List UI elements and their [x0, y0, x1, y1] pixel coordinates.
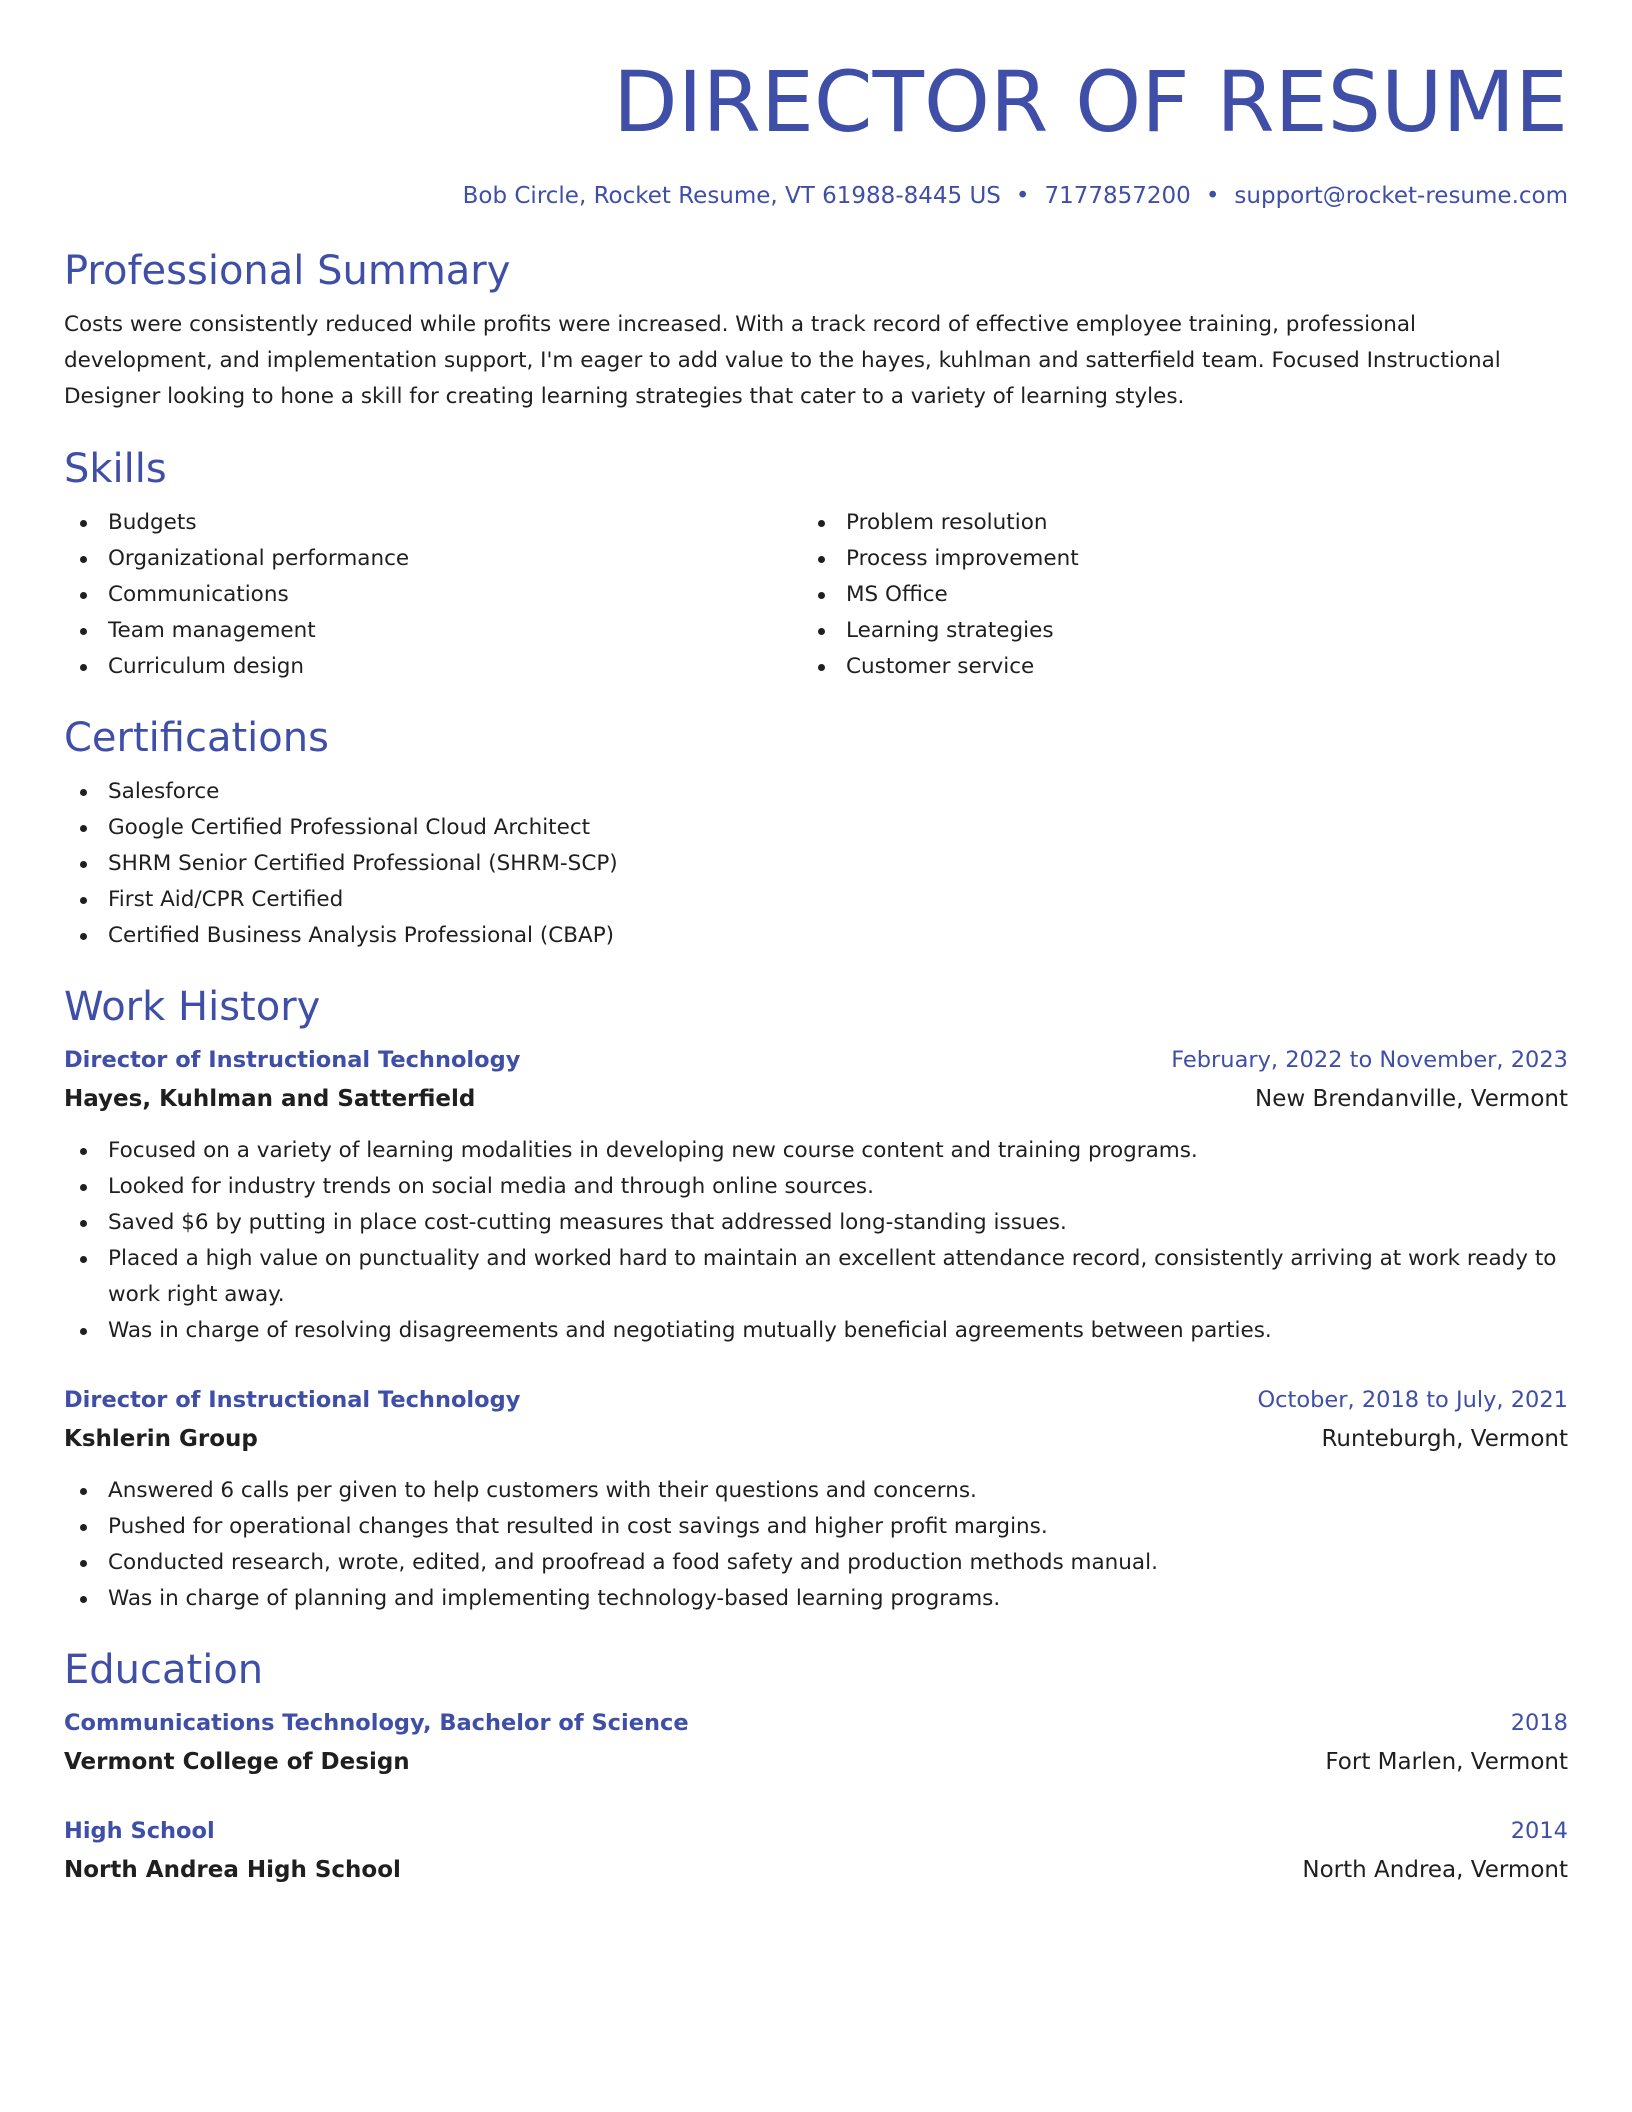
education-location: North Andrea, Vermont	[1302, 1857, 1568, 1883]
job-bullet: Saved $6 by putting in place cost-cutting measures that addressed long-standing issues.	[64, 1205, 1568, 1241]
skill-item: Problem resolution	[802, 505, 1540, 541]
skill-item: MS Office	[802, 577, 1540, 613]
resume-name: DIRECTOR OF RESUME	[613, 53, 1568, 151]
education-header	[64, 1812, 1568, 1850]
job-entry	[64, 1381, 1568, 1617]
job-title: Director of Instructional Technology	[64, 1387, 521, 1413]
education-entry	[64, 1704, 1568, 1782]
education-location: Fort Marlen, Vermont	[1325, 1749, 1568, 1775]
contact-phone: 7177857200	[1044, 183, 1191, 209]
section-title-skills: Skills	[64, 446, 167, 492]
skill-item: Learning strategies	[802, 613, 1540, 649]
education-degree: Communications Technology, Bachelor of Science	[64, 1710, 689, 1736]
job-bullet: Conducted research, wrote, edited, and proofread a food safety and production methods manual.	[64, 1545, 1568, 1581]
job-bullets	[64, 1473, 1568, 1617]
job-bullet: Placed a high value on punctuality and worked hard to maintain an excellent attendance record, consistently arriving at work ready to work right away.	[64, 1241, 1568, 1313]
skill-item: Curriculum design	[64, 649, 802, 685]
job-header	[64, 1381, 1568, 1419]
job-subheader	[64, 1079, 1568, 1119]
contact-separator: •	[1205, 183, 1220, 209]
job-dates: October, 2018 to July, 2021	[1257, 1387, 1568, 1413]
contact-address: Bob Circle, Rocket Resume, VT 61988-8445 US	[462, 183, 1001, 209]
job-bullet: Looked for industry trends on social media and through online sources.	[64, 1169, 1568, 1205]
certifications-list	[64, 774, 1568, 954]
section-title-certifications: Certifications	[64, 715, 329, 761]
job-bullet: Pushed for operational changes that resulted in cost savings and higher profit margins.	[64, 1509, 1568, 1545]
skill-item: Process improvement	[802, 541, 1540, 577]
education-header	[64, 1704, 1568, 1742]
job-dates: February, 2022 to November, 2023	[1171, 1047, 1568, 1073]
job-subheader	[64, 1419, 1568, 1459]
education-school: North Andrea High School	[64, 1857, 401, 1883]
section-title-education: Education	[64, 1647, 264, 1693]
skills-column-right	[802, 505, 1540, 685]
education-degree: High School	[64, 1818, 215, 1844]
job-bullet: Focused on a variety of learning modalities in developing new course content and training programs.	[64, 1133, 1568, 1169]
certification-item: Google Certified Professional Cloud Architect	[64, 810, 1568, 846]
skills-list-left	[64, 505, 802, 685]
job-company: Hayes, Kuhlman and Satterfield	[64, 1086, 476, 1112]
contact-separator: •	[1015, 183, 1030, 209]
job-entry	[64, 1041, 1568, 1349]
education-entry	[64, 1812, 1568, 1890]
certification-item: Certified Business Analysis Professional (CBAP)	[64, 918, 1568, 954]
skills-grid	[64, 505, 1568, 685]
summary-text: Costs were consistently reduced while profits were increased. With a track record of effective employee training, professional development, and implementation support, I'm eager to add value to the hayes, kuhlman and satterfield team. Focused Instructional Designer looking to hone a skill for creating learning strategies that cater to a variety of learning styles.	[64, 312, 1501, 409]
skills-list-right	[802, 505, 1540, 685]
job-bullet: Was in charge of planning and implementing technology-based learning programs.	[64, 1581, 1568, 1617]
job-bullets	[64, 1133, 1568, 1349]
skills-column-left	[64, 505, 802, 685]
skill-item: Organizational performance	[64, 541, 802, 577]
skill-item: Team management	[64, 613, 802, 649]
education-school: Vermont College of Design	[64, 1749, 410, 1775]
certification-item: Salesforce	[64, 774, 1568, 810]
job-bullet: Answered 6 calls per given to help customers with their questions and concerns.	[64, 1473, 1568, 1509]
education-subheader	[64, 1742, 1568, 1782]
certification-item: SHRM Senior Certified Professional (SHRM-SCP)	[64, 846, 1568, 882]
skill-item: Communications	[64, 577, 802, 613]
section-title-summary: Professional Summary	[64, 248, 511, 294]
skill-item: Budgets	[64, 505, 802, 541]
contact-line	[64, 180, 1568, 212]
education-subheader	[64, 1850, 1568, 1890]
education-year: 2014	[1510, 1818, 1568, 1844]
education-year: 2018	[1510, 1710, 1568, 1736]
job-company: Kshlerin Group	[64, 1426, 258, 1452]
skill-item: Customer service	[802, 649, 1540, 685]
job-title: Director of Instructional Technology	[64, 1047, 521, 1073]
job-location: Runteburgh, Vermont	[1321, 1426, 1568, 1452]
section-title-work-history: Work History	[64, 984, 321, 1030]
job-bullet: Was in charge of resolving disagreements and negotiating mutually beneficial agreements between parties.	[64, 1313, 1568, 1349]
certification-item: First Aid/CPR Certified	[64, 882, 1568, 918]
job-location: New Brendanville, Vermont	[1255, 1086, 1568, 1112]
job-header	[64, 1041, 1568, 1079]
contact-email: support@rocket-resume.com	[1234, 183, 1568, 209]
